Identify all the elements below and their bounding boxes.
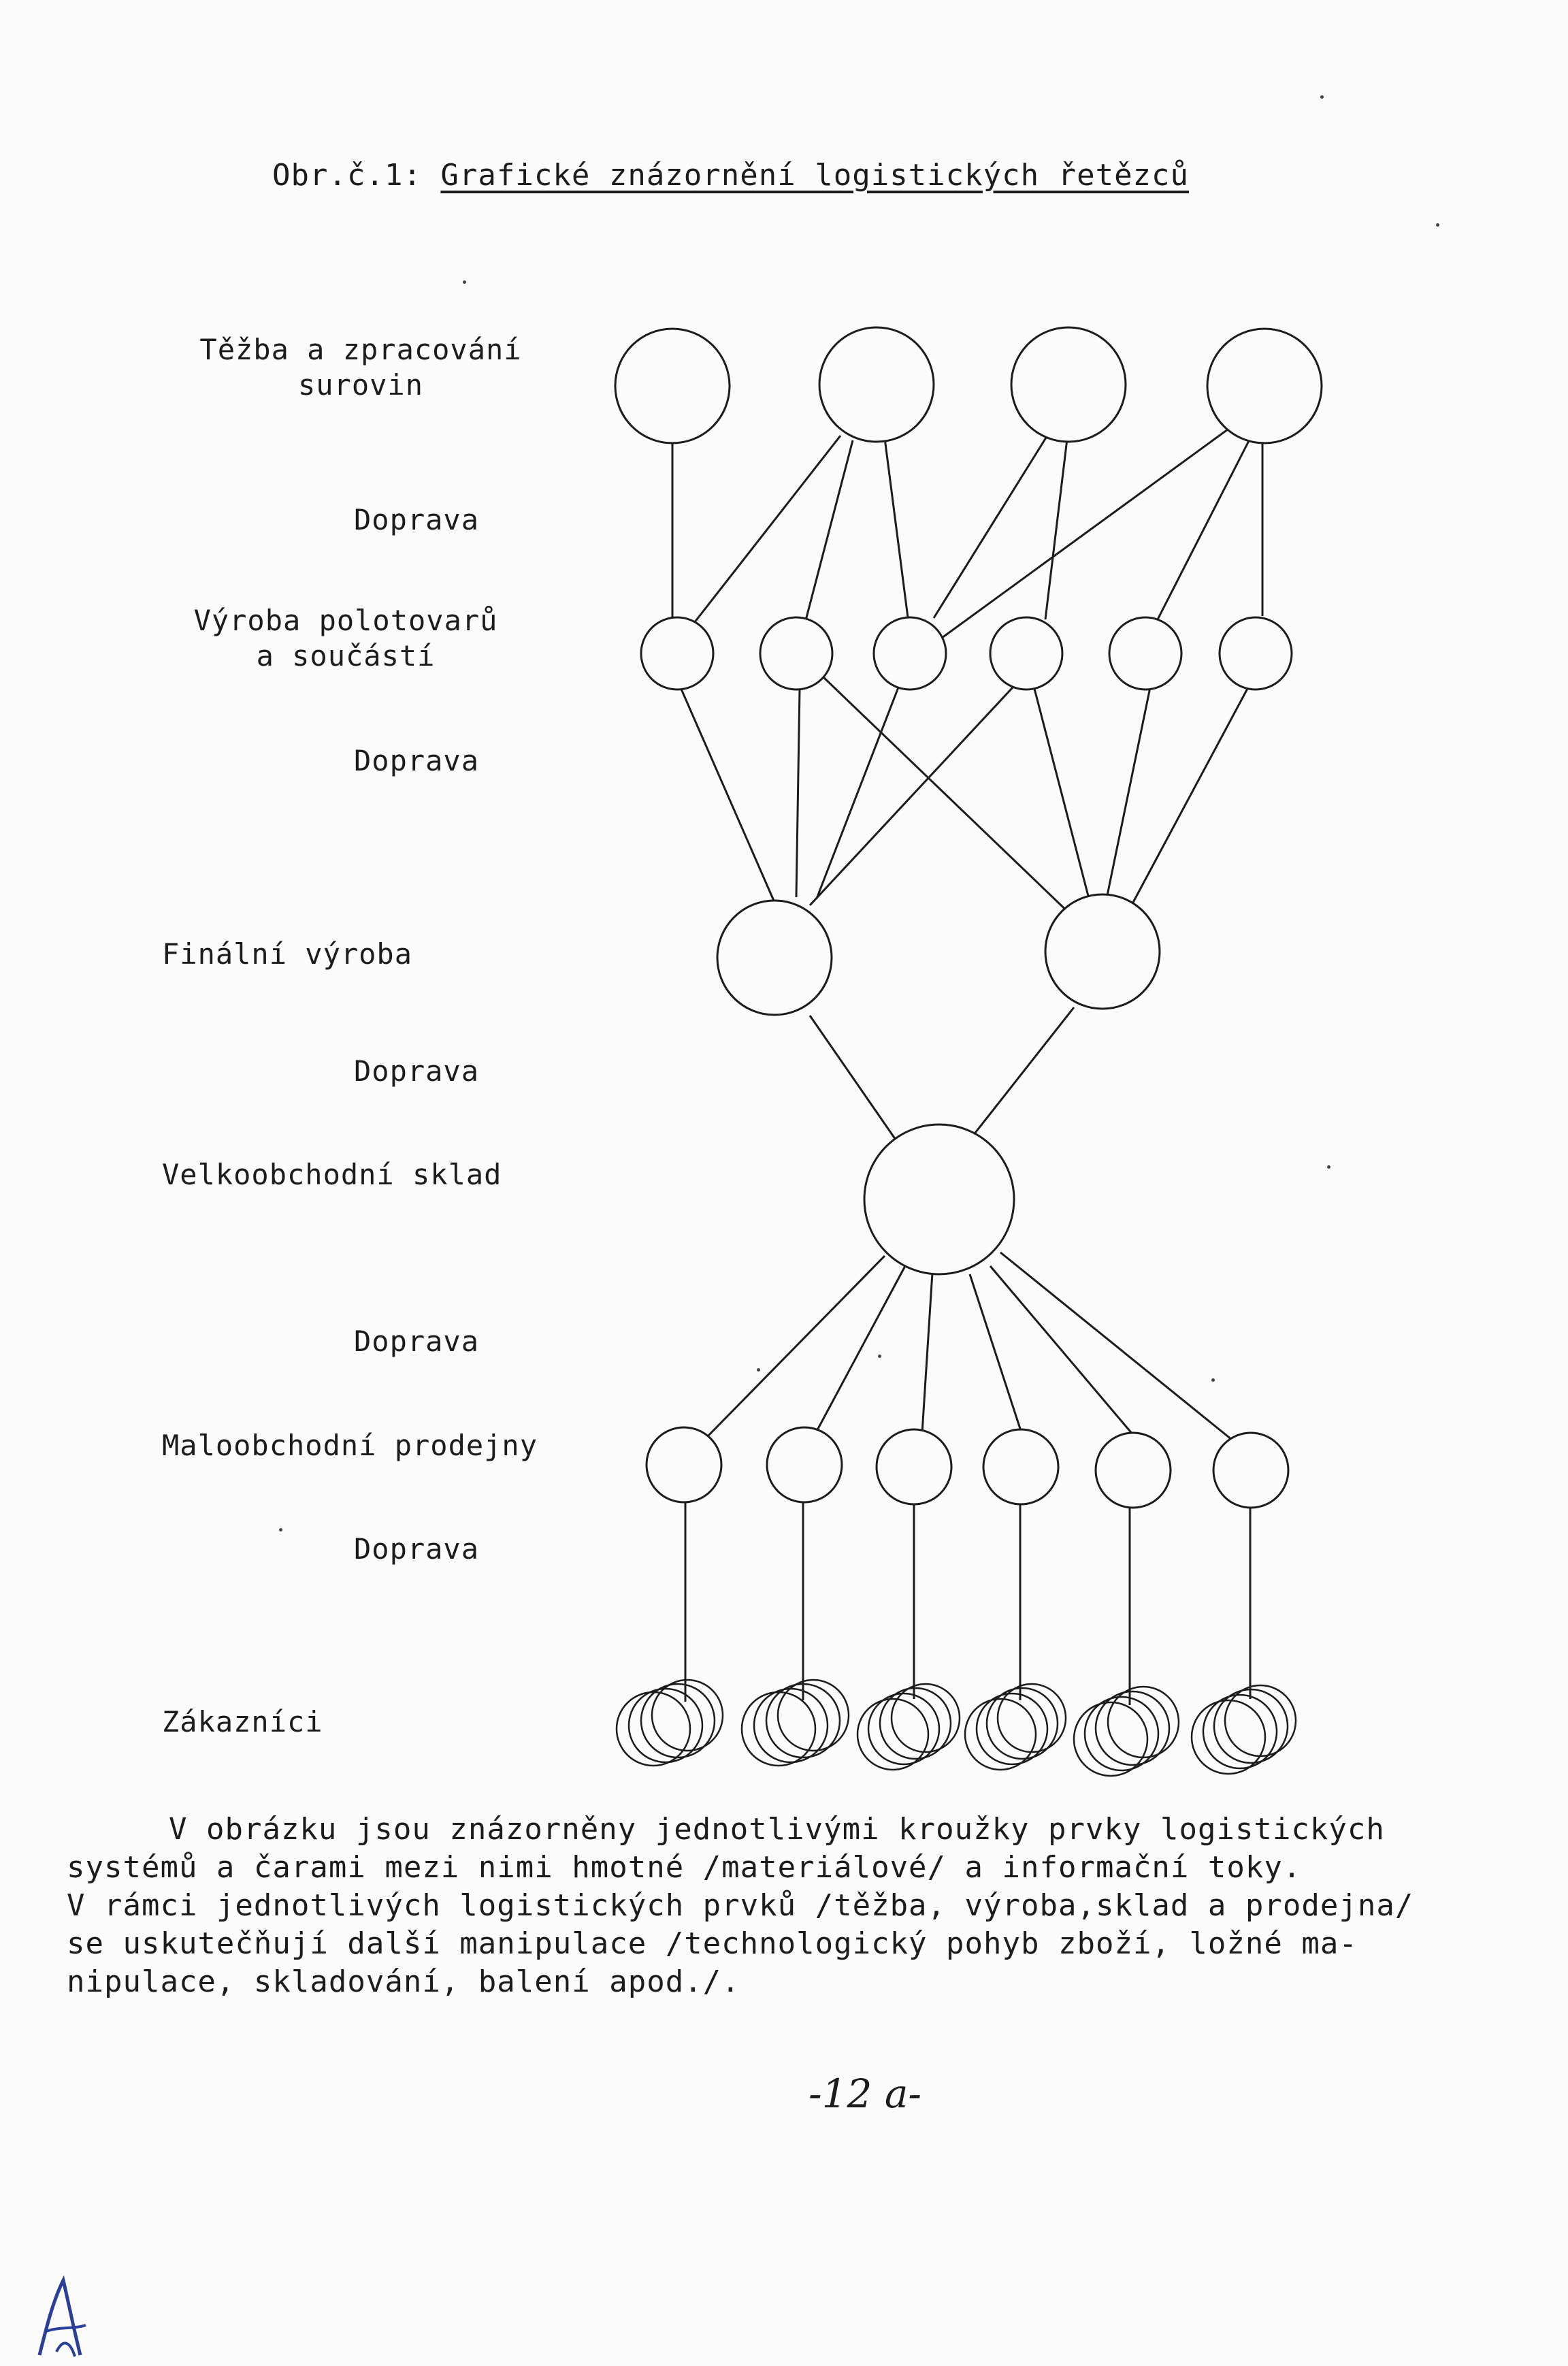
- node-circle: [990, 617, 1062, 690]
- flow-line: [973, 1007, 1074, 1135]
- label-customers: Zákazníci: [162, 1705, 323, 1738]
- scan-speck: [757, 1368, 760, 1372]
- label-raw-materials: [163, 332, 558, 403]
- customer-cluster: [1074, 1687, 1179, 1776]
- scan-speck: [279, 1528, 282, 1532]
- flow-line: [681, 687, 776, 905]
- customer-cluster: [965, 1684, 1066, 1770]
- handwritten-mark-icon: [26, 2273, 101, 2362]
- scan-speck: [878, 1355, 881, 1358]
- label-transport-5: Doprava: [354, 1532, 480, 1566]
- flow-line: [939, 417, 1245, 640]
- flow-line: [708, 1256, 885, 1436]
- node-circle: [877, 1429, 951, 1504]
- node-circle: [760, 617, 832, 690]
- flow-line: [1106, 687, 1150, 902]
- flow-line: [990, 1266, 1133, 1435]
- flow-line: [922, 1273, 932, 1433]
- customer-cluster: [858, 1684, 960, 1770]
- figure-caption: [67, 1811, 1550, 2001]
- node-circle: [874, 617, 946, 690]
- flow-line: [813, 1266, 905, 1438]
- node-circle: [615, 329, 730, 443]
- label-line: surovin: [297, 368, 423, 402]
- node-circle: [1220, 617, 1292, 690]
- node-circle: [1213, 1433, 1288, 1508]
- nodes-retail: [647, 1427, 1288, 1508]
- nodes-customers: [617, 1680, 1296, 1776]
- flow-line: [1000, 1252, 1232, 1440]
- caption-line: systémů a čarami mezi nimi hmotné /materiálové/ a informační toky.: [67, 1850, 1302, 1885]
- flow-line: [1130, 686, 1249, 909]
- flow-line: [810, 687, 1013, 905]
- flow-line: [796, 689, 800, 897]
- node-circle: [983, 1429, 1058, 1504]
- label-line: Výroba polotovarů: [193, 604, 498, 637]
- flow-line: [934, 432, 1049, 618]
- caption-line: se uskutečňují další manipulace /technologický pohyb zboží, ložné ma-: [67, 1926, 1358, 1961]
- nodes-semi-products: [641, 617, 1292, 690]
- node-circle: [647, 1427, 721, 1502]
- node-circle: [1207, 329, 1322, 443]
- label-transport-4: Doprava: [354, 1325, 480, 1358]
- customer-cluster: [742, 1680, 849, 1766]
- flow-line: [823, 677, 1075, 919]
- flow-line: [817, 687, 898, 898]
- flow-line: [970, 1274, 1021, 1431]
- flow-line: [1157, 434, 1252, 621]
- customer-cluster: [1192, 1685, 1296, 1774]
- label-line: Těžba a zpracování: [199, 333, 522, 366]
- nodes-raw-materials: [615, 327, 1322, 443]
- nodes-wholesale: [864, 1124, 1014, 1274]
- scan-speck: [463, 280, 466, 284]
- caption-line: nipulace, skladování, balení apod./.: [67, 1964, 740, 1999]
- caption-line: V obrázku jsou znázorněny jednotlivými kroužky prvky logistických: [169, 1812, 1385, 1847]
- caption-line: V rámci jednotlivých logistických prvků /těžba, výroba,sklad a prodejna/: [67, 1888, 1414, 1923]
- flow-line: [810, 1016, 898, 1144]
- label-line: a součástí: [256, 639, 436, 672]
- node-circle: [641, 617, 713, 690]
- label-transport-2: Doprava: [354, 744, 480, 777]
- node-circle: [864, 1124, 1014, 1274]
- flow-line: [806, 440, 853, 620]
- label-wholesale: Velkoobchodní sklad: [162, 1158, 502, 1191]
- customer-cluster: [617, 1680, 723, 1766]
- label-transport-3: Doprava: [354, 1054, 480, 1088]
- node-circle: [1096, 1433, 1171, 1508]
- figure-title-text: Grafické znázornění logistických řetězců: [440, 158, 1190, 193]
- page-number: -12 a-: [808, 2071, 922, 2117]
- node-circle: [1045, 894, 1160, 1009]
- flow-line: [694, 436, 840, 623]
- label-semi-products: [162, 603, 529, 674]
- node-circle: [1109, 617, 1181, 690]
- flow-line: [1034, 689, 1089, 898]
- scan-speck: [1320, 95, 1324, 99]
- label-transport-1: Doprava: [354, 503, 480, 536]
- flow-line: [1045, 439, 1067, 619]
- node-circle: [767, 1427, 842, 1502]
- flow-lines: [672, 417, 1262, 1705]
- scan-speck: [1436, 223, 1439, 227]
- scan-speck: [1327, 1165, 1330, 1169]
- node-circle: [819, 327, 934, 442]
- flow-line: [885, 438, 909, 623]
- label-retail: Maloobchodní prodejny: [162, 1429, 538, 1462]
- nodes-final-production: [717, 894, 1160, 1015]
- node-circle: [1011, 327, 1126, 442]
- figure-number: Obr.č.1:: [272, 158, 422, 193]
- scan-speck: [1211, 1378, 1215, 1382]
- node-circle: [717, 901, 832, 1015]
- label-final-production: Finální výroba: [162, 937, 413, 971]
